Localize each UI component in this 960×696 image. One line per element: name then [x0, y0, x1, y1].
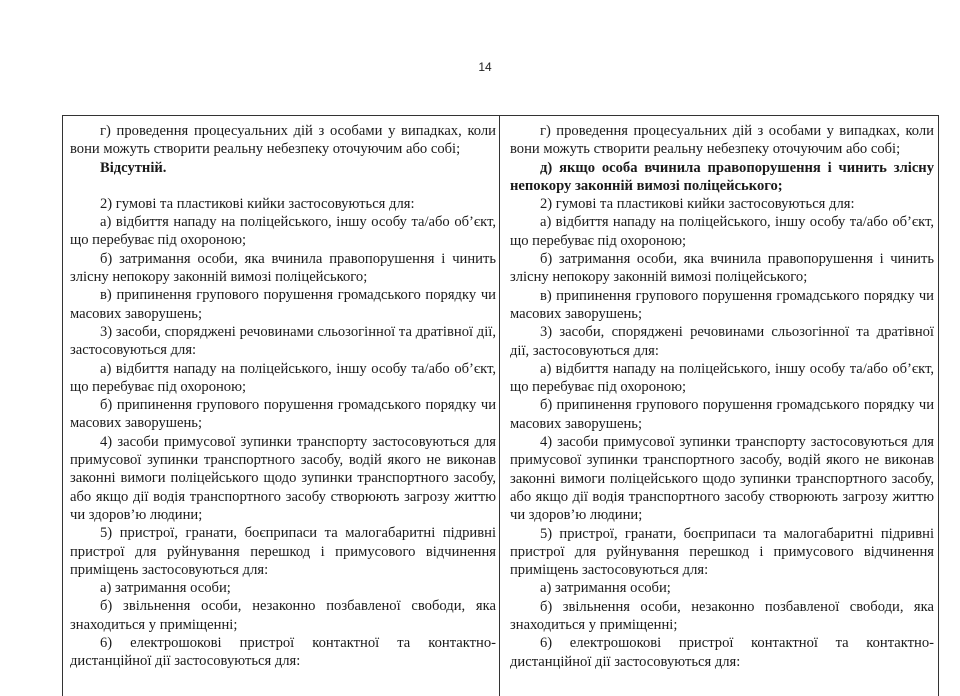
- paragraph: в) припинення групового порушення громадського порядку чи масових заворушень;: [510, 287, 934, 322]
- paragraph: 4) засоби примусової зупинки транспорту застосовуються для примусової зупинки транспортного засобу, водій якого не виконав законні вимоги поліцейського щодо зупинки транспортного засобу, або якщо дії водія транспортного засобу створюють загрозу життю чи здоров’ю людини;: [70, 433, 496, 523]
- paragraph: 5) пристрої, гранати, боєприпаси та малогабаритні підривні пристрої для руйнування перешкод і примусового відчинення приміщень застосовуються для:: [70, 525, 496, 578]
- paragraph: б) звільнення особи, незаконно позбавленої свободи, яка знаходиться у приміщенні;: [510, 598, 934, 634]
- paragraph: а) затримання особи;: [100, 580, 231, 597]
- left-column-current-text: [63, 116, 500, 696]
- bold-paragraph: Відсутній.: [100, 159, 167, 176]
- paragraph: а) відбиття нападу на поліцейського, іншу особу та/або об’єкт, що перебуває під охороною;: [70, 214, 496, 249]
- bold-paragraph: д) якщо особа вчинила правопорушення і чинить злісну непокору законній вимозі поліцейського;: [510, 159, 934, 194]
- paragraph: а) відбиття нападу на поліцейського, іншу особу та/або об’єкт, що перебуває під охороною;: [70, 360, 496, 395]
- paragraph: г) проведення процесуальних дій з особами у випадках, коли вони можуть створити реальну небезпеку оточуючим або собі;: [70, 123, 496, 158]
- paragraph: а) відбиття нападу на поліцейського, іншу особу та/або об’єкт, що перебуває під охороною;: [510, 214, 934, 249]
- paragraph: 3) засоби, споряджені речовинами сльозогінної та дратівної дії, застосовуються для:: [70, 323, 496, 359]
- paragraph: б) затримання особи, яка вчинила правопорушення і чинить злісну непокору законній вимозі поліцейського;: [70, 250, 496, 286]
- paragraph: б) припинення групового порушення громадського порядку чи масових заворушень;: [510, 397, 934, 432]
- paragraph: 2) гумові та пластикові кийки застосовуються для:: [540, 196, 855, 213]
- paragraph: б) затримання особи, яка вчинила правопорушення і чинить злісну непокору законній вимозі поліцейського;: [510, 251, 934, 286]
- page-number: 14: [478, 60, 492, 74]
- paragraph: а) відбиття нападу на поліцейського, іншу особу та/або об’єкт, що перебуває під охороною;: [510, 360, 934, 396]
- paragraph: 2) гумові та пластикові кийки застосовуються для:: [100, 195, 415, 212]
- right-column-proposed-text: [500, 116, 937, 696]
- paragraph: 3) засоби, споряджені речовинами сльозогінної та дратівної дії, застосовуються для:: [510, 324, 934, 359]
- paragraph: 4) засоби примусової зупинки транспорту застосовуються для примусової зупинки транспортного засобу, водій якого не виконав законні вимоги поліцейського щодо зупинки транспортного засобу, або якщо дії водія транспортного засобу створюють загрозу життю чи здоров’ю людини;: [510, 434, 934, 524]
- paragraph: 6) електрошокові пристрої контактної та контактно-дистанційної дії застосовуються для:: [70, 635, 496, 670]
- comparison-table: [62, 115, 939, 696]
- paragraph: в) припинення групового порушення громадського порядку чи масових заворушень;: [70, 287, 496, 322]
- paragraph: г) проведення процесуальних дій з особами у випадках, коли вони можуть створити реальну небезпеку оточуючим або собі;: [510, 123, 934, 158]
- paragraph-spacer: [70, 177, 496, 195]
- paragraph: 5) пристрої, гранати, боєприпаси та малогабаритні підривні пристрої для руйнування перешкод і примусового відчинення приміщень застосовуються для:: [510, 525, 934, 579]
- paragraph: б) припинення групового порушення громадського порядку чи масових заворушень;: [70, 397, 496, 432]
- paragraph: 6) електрошокові пристрої контактної та контактно-дистанційної дії застосовуються для:: [510, 635, 934, 670]
- paragraph: б) звільнення особи, незаконно позбавленої свободи, яка знаходиться у приміщенні;: [70, 598, 496, 633]
- paragraph: а) затримання особи;: [540, 580, 671, 597]
